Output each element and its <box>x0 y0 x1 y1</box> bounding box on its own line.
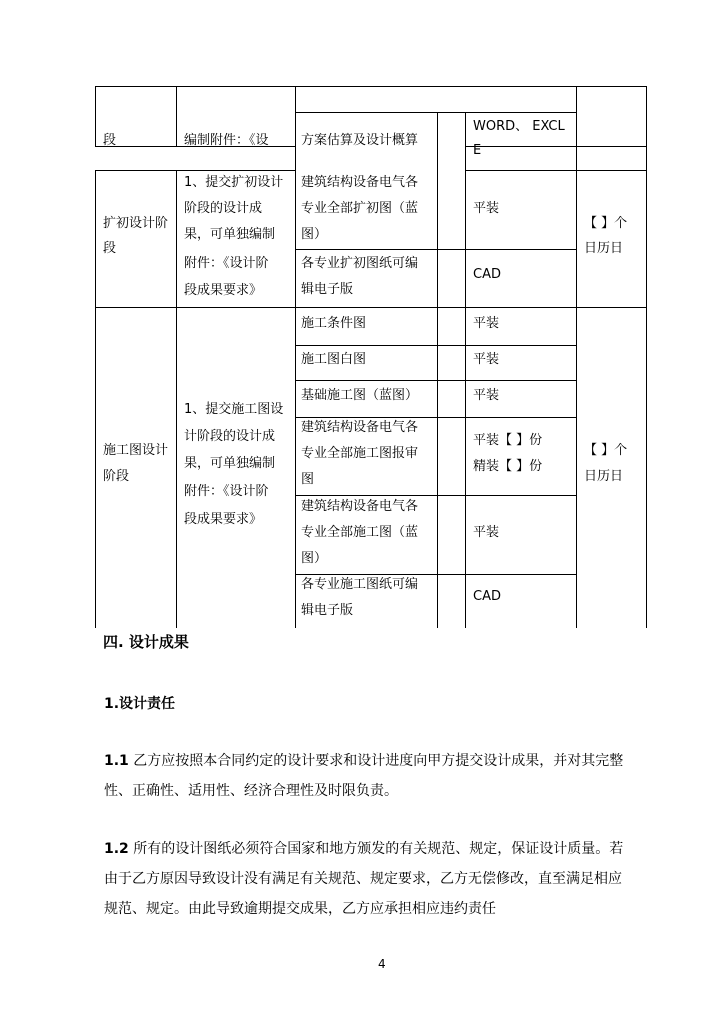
paragraph-1-1-number: 1.1 <box>104 753 129 769</box>
paragraph-1-1 <box>104 746 634 806</box>
format-cell-word-excel-1: WORD、 EXCL <box>473 119 565 134</box>
document-page: 段 编制附件：《设 方案估算及设计概算 WORD、 EXCL E 扩初设计阶 段 1、提交扩初设计 阶段的设计成 果，可单独编制 附件：《设计阶 段成果要求》 建筑结构设备电气各 专业全部扩初图（蓝 图） 平装 各专业扩初图纸可编 辑电子版 CAD 【 】个 日历日 施工图设计 阶段 1、提交施工图设 计阶段的设计成 果，可单独编制 附件：《设计阶 段成果要求》 施工条件图 平装 施工图白图 平装 基础施工图（蓝图） 平装 建筑结构设备电气各 专业全部施工图报审 图 平装【 】份 精装【 】份 建筑结构设备电气各 专业全部施工图（蓝 图） 平装 各专业施工图纸可编 辑电子版 CAD 【 】个 日历日 四. 设计成果 1.设计责任 1.1 乙方应按照本合同约定的设计要求和设计进度向甲方提交设计成果，并对其完整性、正确性、适用性、经济合理性及时限负责。 1.2 所有的设计图纸必须符合国家和地方颁发的有关规范、规定，保证设计质量。若由于乙方原因导致设计没有满足有关规范、规定要求，乙方无偿修改，直至满足相应规范、规定。由此导致逾期提交成果，乙方应承担相应违约责任 4 <box>0 0 724 1024</box>
item-cell-estimate: 方案估算及设计概算 <box>301 133 419 148</box>
paragraph-1-2-number: 1.2 <box>104 841 129 857</box>
section-title: 四. 设计成果 <box>103 633 189 651</box>
format-cell-word-excel-2: E <box>473 143 482 158</box>
subsection-title: 1.设计责任 <box>104 696 176 712</box>
stage-cell-continued: 段 <box>103 133 117 148</box>
page-number: 4 <box>378 957 386 971</box>
paragraph-1-2 <box>104 834 634 924</box>
paragraph-1-1-text: 乙方应按照本合同约定的设计要求和设计进度向甲方提交设计成果，并对其完整性、正确性、适用性、经济合理性及时限负责。 <box>104 753 624 799</box>
paragraph-1-2-text: 所有的设计图纸必须符合国家和地方颁发的有关规范、规定，保证设计质量。若由于乙方原因导致设计没有满足有关规范、规定要求，乙方无偿修改，直至满足相应规范、规定。由此导致逾期提交成果，乙方应承担相应违约责任 <box>104 841 624 917</box>
desc-cell-continued: 编制附件：《设 <box>184 133 269 148</box>
